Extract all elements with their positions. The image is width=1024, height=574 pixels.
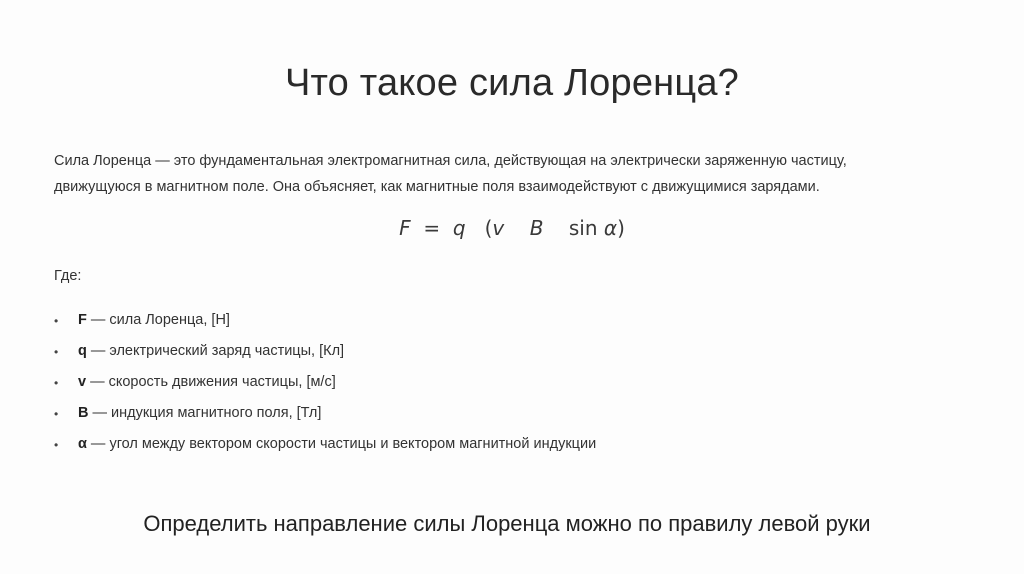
definition-item-alpha <box>54 436 596 467</box>
bullet-icon: • <box>54 438 59 452</box>
formula-equals: = <box>423 216 441 240</box>
definition-text: — электрический заряд частицы, [Кл] <box>90 343 345 359</box>
definition-text: — скорость движения частицы, [м/с] <box>90 374 336 390</box>
definition-item-q <box>54 343 596 374</box>
intro-paragraph <box>54 148 974 200</box>
bullet-icon: • <box>54 407 59 421</box>
slide-title: Что такое сила Лоренца? <box>284 62 740 104</box>
definitions-list <box>54 312 596 467</box>
definition-symbol: q <box>78 343 87 359</box>
definition-item-B <box>54 405 596 436</box>
definition-item-v <box>54 374 596 405</box>
bullet-icon: • <box>54 376 59 390</box>
intro-line-1: Сила Лоренца — это фундаментальная электромагнитная сила, действующая на электрически заряженную частицу, <box>54 153 847 169</box>
lorentz-formula <box>0 216 1024 240</box>
bullet-icon: • <box>54 345 59 359</box>
formula-B: B <box>529 216 544 240</box>
formula-open-paren: ( <box>484 216 493 240</box>
where-label: Где: <box>54 268 82 284</box>
definition-symbol: v <box>78 374 87 390</box>
formula-alpha: α <box>603 216 618 240</box>
definition-symbol: F <box>78 312 87 328</box>
definition-item-F <box>54 312 596 343</box>
footer-note: Определить направление силы Лоренца можно по правилу левой руки <box>143 511 871 536</box>
formula-sin: sin <box>568 216 598 240</box>
bullet-icon: • <box>54 314 59 328</box>
formula-q: q <box>452 216 466 240</box>
formula-v: v <box>492 216 505 240</box>
definition-text: — индукция магнитного поля, [Тл] <box>92 405 322 421</box>
definition-symbol: α <box>78 436 87 452</box>
formula-F: F <box>399 216 411 240</box>
definition-text: — угол между вектором скорости частицы и вектором магнитной индукции <box>90 436 597 452</box>
definition-text: — сила Лоренца, [Н] <box>90 312 230 328</box>
definition-symbol: B <box>78 405 89 421</box>
formula-close-paren: ) <box>617 216 625 240</box>
intro-line-2: движущуюся в магнитном поле. Она объясняет, как магнитные поля взаимодействуют с движущимися зарядами. <box>54 179 820 195</box>
